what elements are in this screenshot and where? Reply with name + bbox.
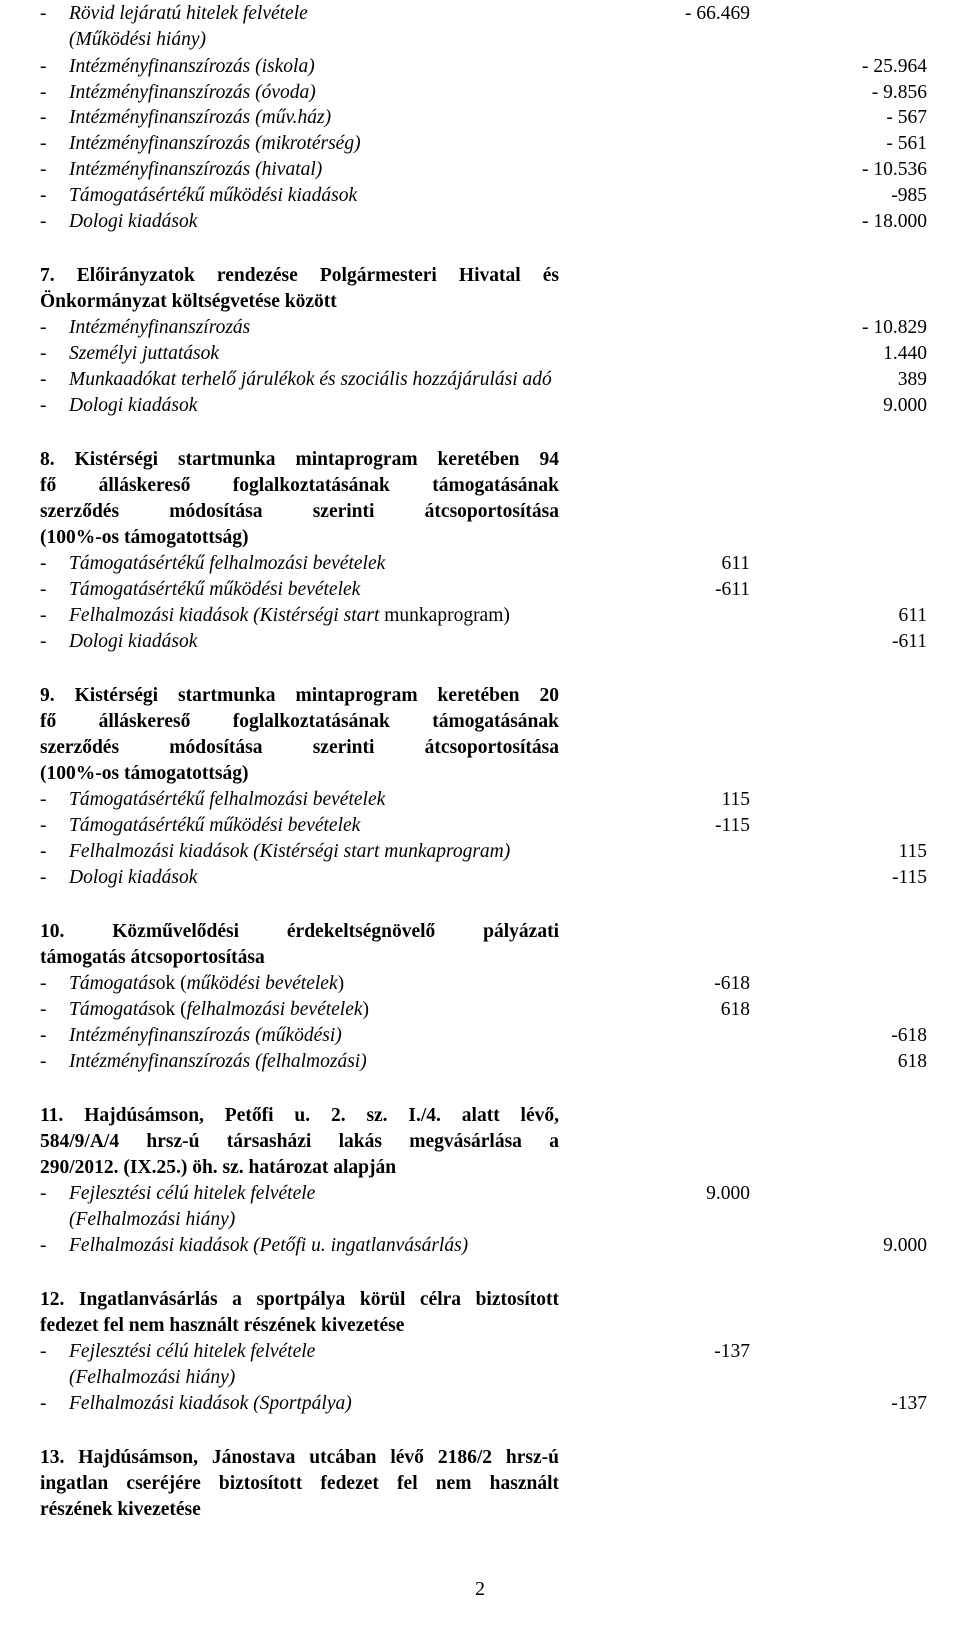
- dash: -: [40, 56, 47, 77]
- section-number: 12.: [40, 1289, 65, 1310]
- page-number: 2: [475, 1578, 485, 1600]
- item-label: Intézményfinanszírozás (felhalmozási): [69, 1051, 367, 1072]
- dash: -: [40, 107, 47, 128]
- dash: -: [40, 973, 47, 994]
- list-item: [0, 314, 960, 341]
- item-label-part: ok (: [155, 973, 187, 994]
- heading-line: 290/2012. (IX.25.) öh. sz. határozat alapján: [40, 1157, 397, 1178]
- list-item-continuation: [0, 1364, 960, 1391]
- section-number: 7.: [40, 265, 55, 286]
- value-col2: - 567: [886, 107, 927, 128]
- dash: -: [40, 789, 47, 810]
- heading-text: Hajdúsámson, Petőfi u. 2. sz. I./4. alatt lévő,: [84, 1105, 560, 1126]
- item-label: [69, 602, 510, 629]
- list-item: [0, 1390, 960, 1417]
- heading-line: (100%-os támogatottság): [40, 527, 249, 548]
- dash: -: [40, 343, 47, 364]
- item-label: Dologi kiadások: [69, 631, 198, 652]
- item-label: Fejlesztési célú hitelek felvétele: [69, 1341, 316, 1362]
- heading-text: Előirányzatok rendezése Polgármesteri Hivatal és: [76, 265, 559, 286]
- value-col1: 9.000: [706, 1183, 750, 1204]
- dash: -: [40, 605, 47, 626]
- heading-line: 584/9/A/4 hrsz-ú társasházi lakás megvásárlása a: [40, 1131, 559, 1152]
- heading-line: [40, 682, 559, 709]
- value-col2: -137: [891, 1393, 927, 1414]
- list-item: [0, 208, 960, 235]
- dash: -: [40, 1025, 47, 1046]
- heading-line: [40, 918, 559, 945]
- heading-line: támogatás átcsoportosítása: [40, 947, 265, 968]
- list-item: [0, 53, 960, 80]
- list-item: [0, 602, 960, 629]
- item-label: Dologi kiadások: [69, 867, 198, 888]
- dash: -: [40, 395, 47, 416]
- item-label: Rövid lejáratú hitelek felvétele: [69, 3, 308, 24]
- dash: -: [40, 841, 47, 862]
- section-number: 8.: [40, 449, 55, 470]
- item-label: Felhalmozási kiadások (Petőfi u. ingatlanvásárlás): [69, 1235, 469, 1256]
- section-number: 10.: [40, 921, 65, 942]
- dash: -: [40, 185, 47, 206]
- item-label: Támogatásértékű felhalmozási bevételek: [69, 553, 386, 574]
- list-item: [0, 340, 960, 367]
- item-label: Intézményfinanszírozás (iskola): [69, 56, 315, 77]
- list-item: [0, 576, 960, 603]
- dash: -: [40, 579, 47, 600]
- item-label: Támogatásértékű működési kiadások: [69, 185, 358, 206]
- value-col2: - 561: [886, 133, 927, 154]
- dash: -: [40, 1393, 47, 1414]
- dash: -: [40, 999, 47, 1020]
- list-item: [0, 996, 960, 1023]
- list-item: [0, 392, 960, 419]
- list-item: [0, 130, 960, 157]
- list-item: [0, 104, 960, 131]
- list-item: [0, 79, 960, 106]
- value-col2: 9.000: [883, 1235, 927, 1256]
- heading-line: [40, 446, 559, 473]
- value-col1: -137: [714, 1341, 750, 1362]
- item-continuation: (Felhalmozási hiány): [69, 1367, 236, 1388]
- value-col2: - 18.000: [862, 211, 927, 232]
- list-item: [0, 1338, 960, 1365]
- item-label-part: ): [362, 999, 370, 1020]
- value-col2: 1.440: [883, 343, 927, 364]
- dash: -: [40, 553, 47, 574]
- list-item-continuation: [0, 1206, 960, 1233]
- list-item: [0, 156, 960, 183]
- dash: -: [40, 317, 47, 338]
- dash: -: [40, 631, 47, 652]
- section-number: 13.: [40, 1447, 65, 1468]
- value-col2: -618: [891, 1025, 927, 1046]
- value-col2: 389: [897, 369, 927, 390]
- item-label-part: működési bevételek: [186, 973, 338, 994]
- heading-line: fedezet fel nem használt részének kivezetése: [40, 1315, 405, 1336]
- item-label: Fejlesztési célú hitelek felvétele: [69, 1183, 316, 1204]
- section-number: 11.: [40, 1105, 64, 1126]
- section-number: 9.: [40, 685, 55, 706]
- dash: -: [40, 211, 47, 232]
- item-label-part: ok (: [155, 999, 187, 1020]
- item-label: Intézményfinanszírozás (óvoda): [69, 82, 316, 103]
- heading-line: fő álláskereső foglalkoztatásának támogatásának: [40, 475, 559, 496]
- item-label: Intézményfinanszírozás (működési): [69, 1025, 342, 1046]
- value-col2: - 9.856: [871, 82, 927, 103]
- list-item: [0, 864, 960, 891]
- item-label: Felhalmozási kiadások (Kistérségi start munkaprogram): [69, 841, 511, 862]
- list-item: [0, 786, 960, 813]
- item-label: Támogatásértékű működési bevételek: [69, 579, 361, 600]
- value-col1: 611: [721, 553, 750, 574]
- heading-text: Ingatlanvásárlás a sportpálya körül célra biztosított: [78, 1289, 559, 1310]
- item-label-part: Felhalmozási kiadások (Kistérségi start: [69, 605, 385, 626]
- heading-line: fő álláskereső foglalkoztatásának támogatásának: [40, 711, 559, 732]
- heading-line: szerződés módosítása szerinti átcsoportosítása: [40, 737, 559, 758]
- heading-line: [40, 1102, 559, 1129]
- heading-text: Hajdúsámson, Jánostava utcában lévő 2186/2 hrsz-ú: [78, 1447, 559, 1468]
- item-label-part: Támogatás: [69, 973, 156, 994]
- value-col2: - 10.829: [862, 317, 927, 338]
- list-item: [0, 182, 960, 209]
- dash: -: [40, 1183, 47, 1204]
- heading-line: (100%-os támogatottság): [40, 763, 249, 784]
- value-col1: -618: [714, 973, 750, 994]
- value-col2: -115: [891, 867, 927, 888]
- item-label: Személyi juttatások: [69, 343, 220, 364]
- heading-text: Kistérségi startmunka mintaprogram keretében 94: [74, 449, 559, 470]
- heading-line: részének kivezetése: [40, 1499, 201, 1520]
- item-label-part: ): [337, 973, 345, 994]
- dash: -: [40, 369, 47, 390]
- list-item: [0, 1232, 960, 1259]
- list-item: [0, 550, 960, 577]
- value-col2: 618: [897, 1051, 927, 1072]
- heading-line: Önkormányzat költségvetése között: [40, 291, 337, 312]
- item-label: Támogatásértékű felhalmozási bevételek: [69, 789, 386, 810]
- value-col1: -115: [714, 815, 750, 836]
- dash: -: [40, 867, 47, 888]
- list-item-continuation: [0, 26, 960, 53]
- value-col2: 611: [898, 605, 927, 626]
- dash: -: [40, 133, 47, 154]
- dash: -: [40, 1341, 47, 1362]
- item-label: Munkaadókat terhelő járulékok és szociális hozzájárulási adó: [69, 369, 552, 390]
- item-label-part: Támogatás: [69, 999, 156, 1020]
- value-col1: 115: [721, 789, 750, 810]
- value-col2: 9.000: [883, 395, 927, 416]
- heading-text: Kistérségi startmunka mintaprogram keretében 20: [74, 685, 559, 706]
- heading-text: Közművelődési érdekeltségnövelő pályázati: [112, 921, 559, 942]
- dash: -: [40, 1235, 47, 1256]
- dash: -: [40, 3, 47, 24]
- list-item: [0, 1048, 960, 1075]
- item-label: Intézményfinanszírozás (műv.ház): [69, 107, 332, 128]
- item-continuation: (Működési hiány): [69, 29, 206, 50]
- item-label: [69, 970, 344, 997]
- item-label: Dologi kiadások: [69, 395, 198, 416]
- value-col1: - 66.469: [685, 3, 750, 24]
- value-col2: -611: [891, 631, 927, 652]
- list-item: [0, 838, 960, 865]
- list-item: [0, 0, 960, 27]
- dash: -: [40, 82, 47, 103]
- value-col1: -611: [714, 579, 750, 600]
- heading-line: [40, 1286, 559, 1313]
- item-label: Dologi kiadások: [69, 211, 198, 232]
- value-col1: 618: [720, 999, 750, 1020]
- value-col2: - 25.964: [862, 56, 927, 77]
- list-item: [0, 628, 960, 655]
- item-label: Támogatásértékű működési bevételek: [69, 815, 361, 836]
- item-label: Intézményfinanszírozás (mikrotérség): [69, 133, 361, 154]
- value-col2: 115: [898, 841, 927, 862]
- list-item: [0, 1022, 960, 1049]
- item-label: Intézményfinanszírozás (hivatal): [69, 159, 323, 180]
- item-label: Intézményfinanszírozás: [69, 317, 251, 338]
- item-label-part: felhalmozási bevételek: [186, 999, 363, 1020]
- heading-line: [40, 1444, 559, 1471]
- item-label: [69, 996, 369, 1023]
- list-item: [0, 366, 960, 393]
- list-item: [0, 812, 960, 839]
- item-label-part: munkaprogram): [384, 605, 510, 626]
- value-col2: - 10.536: [862, 159, 927, 180]
- list-item: [0, 1180, 960, 1207]
- dash: -: [40, 815, 47, 836]
- item-label: Felhalmozási kiadások (Sportpálya): [69, 1393, 352, 1414]
- dash: -: [40, 1051, 47, 1072]
- value-col2: -985: [891, 185, 927, 206]
- list-item: [0, 970, 960, 997]
- heading-line: ingatlan cseréjére biztosított fedezet fel nem használt: [40, 1473, 559, 1494]
- item-continuation: (Felhalmozási hiány): [69, 1209, 236, 1230]
- heading-line: szerződés módosítása szerinti átcsoportosítása: [40, 501, 559, 522]
- dash: -: [40, 159, 47, 180]
- heading-line: [40, 262, 559, 289]
